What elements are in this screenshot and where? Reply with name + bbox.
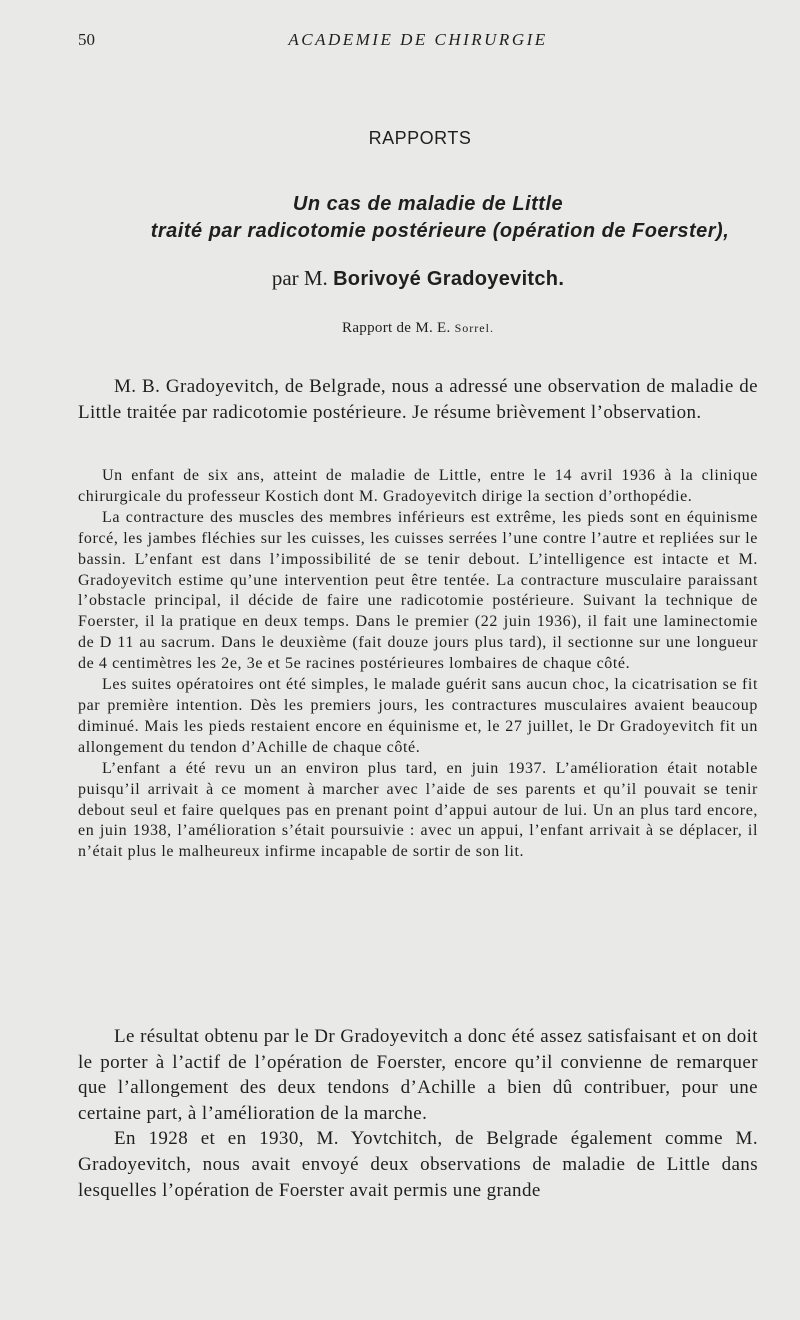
author-prefix: par M.: [271, 266, 334, 290]
page-header: [78, 30, 758, 52]
rapporteur-prefix: Rapport de M. E.: [342, 320, 455, 336]
rapporteur-line: [78, 320, 758, 337]
observation-paragraph: Un enfant de six ans, atteint de maladie de Little, entre le 14 avril 1936 à la clinique chirurgicale du professeur Kostich dont M. Gradoyevitch dirige la section d’orthopédie.: [78, 467, 758, 505]
running-head: ACADEMIE DE CHIRURGIE: [288, 30, 548, 49]
article-title-line-2: traité par radicotomie postérieure (opération de Foerster),: [150, 220, 730, 242]
observation-block: [78, 466, 758, 863]
observation-paragraph: L’enfant a été revu un an environ plus tard, en juin 1937. L’amélioration était notable puisqu’il arrivait à ce moment à marcher avec l’aide de ses parents et qu’il pouvait se tenir debout seul et faire quelques pas en prenant point d’appui autour de lui. Un an plus tard encore, en juin 1938, l’amélioration s’était poursuivie : avec un appui, l’enfant arrivait à se déplacer, il n’était plus le malheureux infirme incapable de sortir de son lit.: [78, 759, 758, 861]
author-name: Borivoyé Gradoyevitch.: [333, 268, 565, 290]
discussion-paragraph: Le résultat obtenu par le Dr Gradoyevitch a donc été assez satisfaisant et on doit le porter à l’actif de l’opération de Foerster, encore qu’il convienne de remarquer que l’allongement des deux tendons d’Achille a bien dû contribuer, pour une certaine part, à l’amélioration de la marche.: [78, 1026, 758, 1124]
article-title-line-1: Un cas de maladie de Little: [292, 193, 564, 215]
observation-paragraph: Les suites opératoires ont été simples, le malade guérit sans aucun choc, la cicatrisation se fit par première intention. Dès les premiers jours, les contractures musculaires avaient beaucoup diminué. Mais les pieds restaient encore en équinisme et, le 27 juillet, le Dr Gradoyevitch fit un allongement du tendon d’Achille de chaque côté.: [78, 676, 758, 756]
intro-paragraph: M. B. Gradoyevitch, de Belgrade, nous a adressé une observation de maladie de Little traitée par radicotomie postérieure. Je résume brièvement l’observation.: [78, 376, 758, 423]
page-number: 50: [78, 30, 95, 49]
discussion-paragraph: En 1928 et en 1930, M. Yovtchitch, de Belgrade également comme M. Gradoyevitch, nous avait envoyé deux observations de maladie de Little dans lesquelles l’opération de Foerster avait permis une grande: [78, 1128, 758, 1201]
section-title: RAPPORTS: [368, 128, 472, 148]
rapporteur-name: Sorrel.: [454, 321, 494, 335]
observation-paragraph: La contracture des muscles des membres inférieurs est extrême, les pieds sont en équinisme forcé, les jambes fléchies sur les cuisses, les cuisses serrées l’une contre l’autre et repliées sur le bassin. L’enfant est dans l’impossibilité de se tenir debout. L’intelligence est intacte et M. Gradoyevitch estime qu’une intervention peut être tentée. La contracture musculaire paraissant l’obstacle principal, il décide de faire une radicotomie postérieure. Suivant la technique de Foerster, il la pratique en deux temps. Dans le premier (22 juin 1936), il fait une laminectomie de D 11 au sacrum. Dans le deuxième (fait douze jours plus tard), il sectionne sur une longueur de 4 centimètres les 2e, 3e et 5e racines postérieures lombaires de chaque côté.: [78, 508, 758, 673]
discussion-block: [78, 1024, 758, 1203]
author-line: [78, 266, 758, 291]
